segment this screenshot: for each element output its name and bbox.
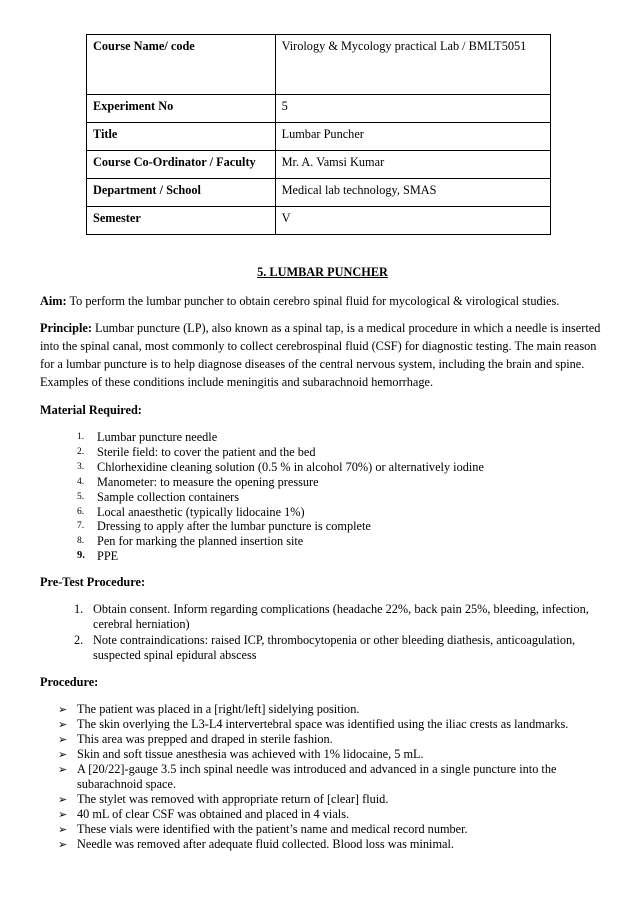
list-text: PPE (97, 549, 119, 564)
list-item (77, 430, 605, 445)
table-label: Experiment No (87, 95, 276, 123)
aim-label: Aim: (40, 294, 67, 308)
arrow-bullet-icon: ➢ (58, 718, 68, 732)
list-item (77, 475, 605, 490)
principle-text: Lumbar puncture (LP), also known as a spinal tap, is a medical procedure in which a needle is inserted into the spinal canal, most commonly to collect cerebrospinal fluid (CSF) for diagnostic testing. The main reason for a lumbar puncture is to help diagnose diseases of the central nervous system, including the brain and spine. Examples of these conditions include meningitis and subarachnoid hemorrhage. (40, 321, 601, 389)
list-item (77, 519, 605, 534)
list-text: Lumbar puncture needle (97, 430, 218, 444)
list-text: The patient was placed in a [right/left] sidelying position. (77, 702, 360, 717)
list-text: Obtain consent. Inform regarding complications (headache 22%, back pain 25%, bleeding, infection, cerebral herniation) (93, 602, 589, 632)
list-number: 9. (77, 550, 85, 562)
list-number: 1. (74, 602, 84, 617)
pretest-list (40, 602, 605, 663)
list-item (58, 717, 605, 732)
arrow-bullet-icon: ➢ (58, 838, 68, 852)
table-label: Course Name/ code (87, 35, 276, 95)
arrow-bullet-icon: ➢ (58, 823, 68, 837)
list-text: Local anaesthetic (typically lidocaine 1%) (97, 504, 305, 519)
list-number: 7. (77, 521, 85, 532)
list-item (58, 762, 605, 792)
list-text: Note contraindications: raised ICP, thrombocytopenia or other bleeding diathesis, anticoagulation, suspected spinal epidural abscess (93, 633, 576, 663)
procedure-list (40, 702, 605, 852)
table-value: Lumbar Puncher (275, 123, 550, 151)
list-item (74, 602, 605, 632)
list-item (58, 792, 605, 807)
arrow-bullet-icon: ➢ (58, 793, 68, 807)
list-number: 8. (77, 536, 85, 547)
document-body (40, 263, 605, 852)
aim-paragraph (40, 292, 605, 310)
list-text: The stylet was removed with appropriate return of [clear] fluid. (77, 792, 389, 807)
course-info-table (86, 34, 551, 235)
list-item (77, 505, 605, 520)
table-label: Semester (87, 207, 276, 235)
list-item (58, 732, 605, 747)
list-text: Chlorhexidine cleaning solution (0.5 % in alcohol 70%) or alternatively iodine (97, 459, 484, 474)
table-label: Course Co-Ordinator / Faculty (87, 151, 276, 179)
table-value: Mr. A. Vamsi Kumar (275, 151, 550, 179)
list-item (58, 837, 605, 852)
table-row (87, 35, 551, 95)
list-number: 3. (77, 461, 85, 472)
list-item (58, 747, 605, 762)
aim-text: To perform the lumbar puncher to obtain cerebro spinal fluid for mycological & virological studies. (66, 294, 560, 308)
list-item (58, 702, 605, 717)
page-title: 5. LUMBAR PUNCHER (257, 265, 388, 279)
table-row (87, 95, 551, 123)
table-row (87, 151, 551, 179)
list-text: This area was prepped and draped in sterile fashion. (77, 732, 333, 747)
list-text: Sterile field: to cover the patient and the bed (97, 444, 316, 459)
materials-heading: Material Required: (40, 403, 142, 417)
list-item (77, 490, 605, 505)
table-row (87, 123, 551, 151)
table-label: Title (87, 123, 276, 151)
table-row (87, 179, 551, 207)
arrow-bullet-icon: ➢ (58, 748, 68, 762)
arrow-bullet-icon: ➢ (58, 808, 68, 822)
principle-paragraph (40, 319, 605, 391)
list-number: 5. (77, 491, 85, 502)
table-row (87, 207, 551, 235)
list-item (77, 534, 605, 549)
table-value: V (275, 207, 550, 235)
table-value: 5 (275, 95, 550, 123)
list-text: Sample collection containers (97, 489, 240, 504)
table-value: Medical lab technology, SMAS (275, 179, 550, 207)
procedure-heading: Procedure: (40, 675, 99, 690)
table-label: Department / School (87, 179, 276, 207)
table-value: Virology & Mycology practical Lab / BMLT5051 (275, 35, 550, 95)
list-item (58, 807, 605, 822)
pretest-heading: Pre-Test Procedure: (40, 575, 146, 590)
arrow-bullet-icon: ➢ (58, 763, 68, 777)
arrow-bullet-icon: ➢ (58, 733, 68, 747)
arrow-bullet-icon: ➢ (58, 703, 68, 717)
list-number: 6. (77, 506, 85, 517)
list-text: Needle was removed after adequate fluid collected. Blood loss was minimal. (77, 837, 454, 852)
list-number: 2. (74, 633, 84, 648)
list-number: 4. (77, 476, 85, 487)
list-text: Skin and soft tissue anesthesia was achieved with 1% lidocaine, 5 mL. (77, 747, 424, 762)
list-item (58, 822, 605, 837)
list-text: Dressing to apply after the lumbar puncture is complete (97, 519, 371, 534)
list-text: 40 mL of clear CSF was obtained and placed in 4 vials. (77, 807, 350, 822)
materials-list (40, 430, 605, 564)
list-text: Manometer: to measure the opening pressure (97, 474, 319, 489)
principle-label: Principle: (40, 321, 92, 335)
list-number: 1. (77, 432, 85, 442)
list-item (77, 549, 605, 564)
list-item (77, 460, 605, 475)
list-text: Pen for marking the planned insertion site (97, 534, 304, 549)
list-text: A [20/22]-gauge 3.5 inch spinal needle was introduced and advanced in a single puncture into the subarachnoid space. (77, 762, 557, 792)
list-item (74, 633, 605, 663)
list-text: These vials were identified with the patient’s name and medical record number. (77, 822, 468, 837)
list-text: The skin overlying the L3-L4 intervertebral space was identified using the iliac crests as landmarks. (77, 717, 569, 732)
list-number: 2. (77, 446, 85, 457)
list-item (77, 445, 605, 460)
